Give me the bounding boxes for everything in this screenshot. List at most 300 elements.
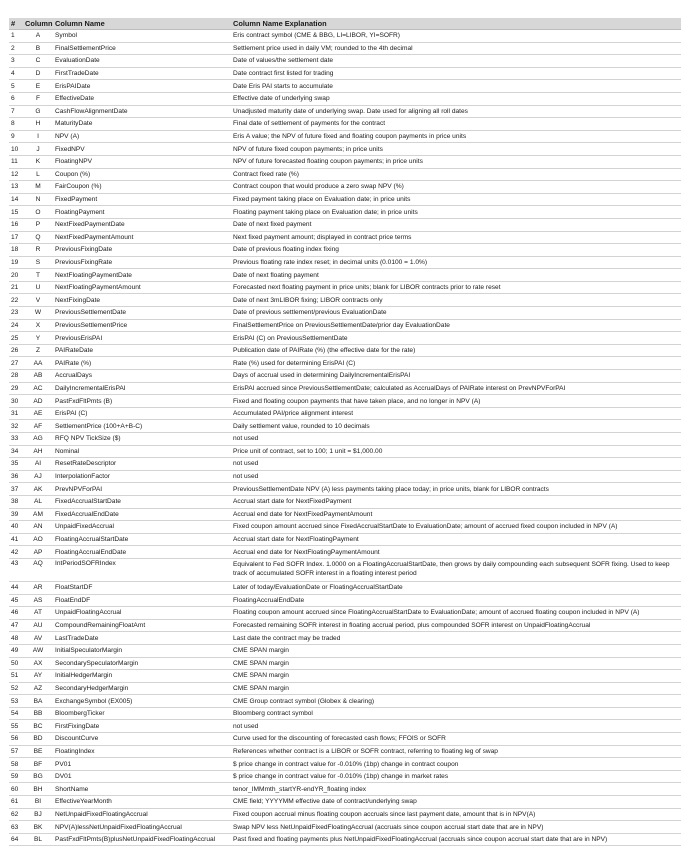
row-column-name: BloombergTicker <box>53 707 231 720</box>
table-row <box>9 546 681 559</box>
header-row <box>9 18 681 30</box>
row-column-letter: AD <box>23 395 53 408</box>
row-number: 38 <box>9 495 23 508</box>
header-column-name: Column Name <box>53 18 231 30</box>
row-column-name: SecondaryHedgerMargin <box>53 682 231 695</box>
row-column-letter: AO <box>23 533 53 546</box>
table-header <box>9 18 681 30</box>
row-column-name: FinalSettlementPrice <box>53 42 231 55</box>
row-explanation: Last date the contract may be traded <box>231 632 681 645</box>
row-number: 42 <box>9 546 23 559</box>
row-explanation: Floating payment taking place on Evaluation date; in price units <box>231 206 681 219</box>
row-explanation: not used <box>231 720 681 733</box>
table-row <box>9 382 681 395</box>
row-column-name: UnpaidFixedAccrual <box>53 521 231 534</box>
row-number: 8 <box>9 118 23 131</box>
row-number: 62 <box>9 808 23 821</box>
row-column-letter: BI <box>23 796 53 809</box>
row-column-name: PreviousSettlementPrice <box>53 319 231 332</box>
table-row <box>9 433 681 446</box>
row-column-letter: S <box>23 256 53 269</box>
row-number: 53 <box>9 695 23 708</box>
row-number: 14 <box>9 193 23 206</box>
row-column-letter: L <box>23 168 53 181</box>
table-row <box>9 670 681 683</box>
table-row <box>9 118 681 131</box>
row-column-letter: BD <box>23 733 53 746</box>
row-number: 28 <box>9 370 23 383</box>
table-row <box>9 294 681 307</box>
table-row <box>9 632 681 645</box>
row-explanation: Fixed and floating coupon payments that have taken place, and no longer in NPV (A) <box>231 395 681 408</box>
row-column-letter: W <box>23 307 53 320</box>
row-column-name: DailyIncrementalErisPAI <box>53 382 231 395</box>
table-row <box>9 733 681 746</box>
row-number: 27 <box>9 357 23 370</box>
row-explanation: Price unit of contract, set to 100; 1 unit = $1,000.00 <box>231 445 681 458</box>
row-column-name: RFQ NPV TickSize ($) <box>53 433 231 446</box>
row-number: 12 <box>9 168 23 181</box>
table-row <box>9 783 681 796</box>
row-column-name: PV01 <box>53 758 231 771</box>
row-column-letter: Q <box>23 231 53 244</box>
row-column-letter: AK <box>23 483 53 496</box>
row-explanation: Date of next floating payment <box>231 269 681 282</box>
row-column-letter: AB <box>23 370 53 383</box>
row-number: 22 <box>9 294 23 307</box>
row-column-letter: AI <box>23 458 53 471</box>
table-row <box>9 833 681 846</box>
row-explanation: Effective date of underlying swap <box>231 92 681 105</box>
row-column-name: InterpolationFactor <box>53 470 231 483</box>
table-row <box>9 594 681 607</box>
row-column-letter: BL <box>23 833 53 846</box>
row-number: 57 <box>9 745 23 758</box>
table-row <box>9 395 681 408</box>
table-row <box>9 55 681 68</box>
row-number: 21 <box>9 281 23 294</box>
row-column-letter: C <box>23 55 53 68</box>
row-number: 32 <box>9 420 23 433</box>
table-row <box>9 420 681 433</box>
row-number: 6 <box>9 92 23 105</box>
row-column-name: MaturityDate <box>53 118 231 131</box>
row-column-name: EffectiveYearMonth <box>53 796 231 809</box>
row-column-name: FixedAccrualEndDate <box>53 508 231 521</box>
row-explanation: Eris contract symbol (CME & BBG, LI=LIBOR, YI=SOFR) <box>231 30 681 43</box>
table-row <box>9 470 681 483</box>
row-explanation: Swap NPV less NetUnpaidFixedFloatingAccrual (accruals since coupon accrual start date that are in NPV) <box>231 821 681 834</box>
row-column-letter: AQ <box>23 558 53 581</box>
row-explanation: Date of next fixed payment <box>231 218 681 231</box>
table-row <box>9 143 681 156</box>
table-row <box>9 458 681 471</box>
row-column-name: InitialHedgerMargin <box>53 670 231 683</box>
row-column-letter: Z <box>23 344 53 357</box>
row-column-letter: P <box>23 218 53 231</box>
row-explanation: NPV of future fixed coupon payments; in price units <box>231 143 681 156</box>
row-column-letter: AU <box>23 619 53 632</box>
row-number: 2 <box>9 42 23 55</box>
row-explanation: Accrual end date for NextFixedPaymentAmount <box>231 508 681 521</box>
row-number: 58 <box>9 758 23 771</box>
table-row <box>9 206 681 219</box>
row-column-name: FloatingNPV <box>53 155 231 168</box>
row-column-name: CashFlowAlignmentDate <box>53 105 231 118</box>
row-number: 13 <box>9 181 23 194</box>
row-explanation: Bloomberg contract symbol <box>231 707 681 720</box>
table-row <box>9 581 681 594</box>
row-explanation: Fixed coupon amount accrued since FixedAccrualStartDate to EvaluationDate; amount of accrued fixed coupon included in NPV (A) <box>231 521 681 534</box>
row-explanation: not used <box>231 458 681 471</box>
row-explanation: Settlement price used in daily VM; rounded to the 4th decimal <box>231 42 681 55</box>
row-column-letter: N <box>23 193 53 206</box>
row-explanation: Previous floating rate index reset; in decimal units (0.0100 = 1.0%) <box>231 256 681 269</box>
row-number: 49 <box>9 644 23 657</box>
table-row <box>9 357 681 370</box>
table-row <box>9 168 681 181</box>
row-column-name: DV01 <box>53 770 231 783</box>
row-column-letter: X <box>23 319 53 332</box>
row-column-name: InitialSpeculatorMargin <box>53 644 231 657</box>
table-row <box>9 344 681 357</box>
table-row <box>9 155 681 168</box>
row-number: 36 <box>9 470 23 483</box>
table-row <box>9 407 681 420</box>
table-row <box>9 42 681 55</box>
row-column-name: FloatingAccrualStartDate <box>53 533 231 546</box>
row-explanation: Date of next 3mLIBOR fixing; LIBOR contracts only <box>231 294 681 307</box>
table-row <box>9 332 681 345</box>
row-column-letter: BK <box>23 821 53 834</box>
row-number: 60 <box>9 783 23 796</box>
row-column-letter: B <box>23 42 53 55</box>
row-explanation: $ price change in contract value for -0.010% (1bp) change in contract coupon <box>231 758 681 771</box>
row-explanation: Forecasted remaining SOFR interest in floating accrual period, plus compounded SOFR interest on UnpaidFloatingAccrual <box>231 619 681 632</box>
row-column-name: PastFxdFltPmts (B) <box>53 395 231 408</box>
table-row <box>9 67 681 80</box>
row-number: 1 <box>9 30 23 43</box>
row-explanation: CME SPAN margin <box>231 670 681 683</box>
row-column-name: LastTradeDate <box>53 632 231 645</box>
row-column-letter: BA <box>23 695 53 708</box>
row-column-name: AccrualDays <box>53 370 231 383</box>
row-column-name: FloatEndDF <box>53 594 231 607</box>
table-row <box>9 796 681 809</box>
row-number: 63 <box>9 821 23 834</box>
row-column-letter: BB <box>23 707 53 720</box>
row-column-name: PrevNPVForPAI <box>53 483 231 496</box>
row-column-name: FairCoupon (%) <box>53 181 231 194</box>
row-explanation: CME Group contract symbol (Globex & clearing) <box>231 695 681 708</box>
row-column-letter: J <box>23 143 53 156</box>
row-number: 17 <box>9 231 23 244</box>
table-row <box>9 231 681 244</box>
row-explanation: Publication date of PAIRate (%) (the effective date for the rate) <box>231 344 681 357</box>
row-explanation: ErisPAI accrued since PreviousSettlementDate; calculated as AccrualDays of PAIRate interest on PrevNPVForPAI <box>231 382 681 395</box>
row-explanation: Accumulated PAI/price alignment interest <box>231 407 681 420</box>
row-column-name: FloatingPayment <box>53 206 231 219</box>
row-column-name: PreviousFixingRate <box>53 256 231 269</box>
row-column-name: NetUnpaidFixedFloatingAccrual <box>53 808 231 821</box>
row-column-name: ResetRateDescriptor <box>53 458 231 471</box>
row-column-letter: A <box>23 30 53 43</box>
row-column-name: NextFloatingPaymentAmount <box>53 281 231 294</box>
row-column-letter: E <box>23 80 53 93</box>
row-number: 3 <box>9 55 23 68</box>
row-explanation: ErisPAI (C) on PreviousSettlementDate <box>231 332 681 345</box>
row-column-name: Nominal <box>53 445 231 458</box>
row-explanation: Accrual start date for NextFloatingPayment <box>231 533 681 546</box>
row-number: 51 <box>9 670 23 683</box>
row-number: 41 <box>9 533 23 546</box>
row-number: 56 <box>9 733 23 746</box>
row-number: 5 <box>9 80 23 93</box>
row-explanation: CME SPAN margin <box>231 644 681 657</box>
row-column-name: ErisPAIDate <box>53 80 231 93</box>
row-number: 59 <box>9 770 23 783</box>
row-column-letter: AY <box>23 670 53 683</box>
table-row <box>9 30 681 43</box>
table-row <box>9 307 681 320</box>
row-column-letter: AS <box>23 594 53 607</box>
row-number: 54 <box>9 707 23 720</box>
row-number: 18 <box>9 244 23 257</box>
row-column-letter: U <box>23 281 53 294</box>
row-column-letter: BH <box>23 783 53 796</box>
row-column-name: Coupon (%) <box>53 168 231 181</box>
row-explanation: Accrual end date for NextFloatingPaymentAmount <box>231 546 681 559</box>
row-column-letter: AH <box>23 445 53 458</box>
row-explanation: Next fixed payment amount; displayed in contract price terms <box>231 231 681 244</box>
table-row <box>9 181 681 194</box>
row-column-letter: H <box>23 118 53 131</box>
row-column-letter: AT <box>23 607 53 620</box>
row-explanation: Curve used for the discounting of forecasted cash flows; FFOIS or SOFR <box>231 733 681 746</box>
row-number: 34 <box>9 445 23 458</box>
table-row <box>9 130 681 143</box>
row-column-name: ErisPAI (C) <box>53 407 231 420</box>
row-column-name: DiscountCurve <box>53 733 231 746</box>
row-column-letter: AP <box>23 546 53 559</box>
row-explanation: Daily settlement value, rounded to 10 decimals <box>231 420 681 433</box>
row-number: 24 <box>9 319 23 332</box>
row-number: 9 <box>9 130 23 143</box>
row-column-letter: AF <box>23 420 53 433</box>
table-row <box>9 657 681 670</box>
row-number: 20 <box>9 269 23 282</box>
row-column-name: FixedPayment <box>53 193 231 206</box>
row-explanation: FloatingAccrualEndDate <box>231 594 681 607</box>
row-column-letter: BF <box>23 758 53 771</box>
row-explanation: CME field; YYYYMM effective date of contract/underlying swap <box>231 796 681 809</box>
row-explanation: Rate (%) used for determining ErisPAI (C) <box>231 357 681 370</box>
row-explanation: Later of today/EvaluationDate or FloatingAccrualStartDate <box>231 581 681 594</box>
table-row <box>9 319 681 332</box>
table-row <box>9 521 681 534</box>
table-row <box>9 644 681 657</box>
row-number: 16 <box>9 218 23 231</box>
row-column-letter: F <box>23 92 53 105</box>
row-explanation: Floating coupon amount accrued since FloatingAccrualStartDate to EvaluationDate; amount of accrued floating coupon included in NPV (A) <box>231 607 681 620</box>
table-row <box>9 218 681 231</box>
table-row <box>9 80 681 93</box>
row-number: 46 <box>9 607 23 620</box>
table-row <box>9 707 681 720</box>
table-row <box>9 193 681 206</box>
row-number: 47 <box>9 619 23 632</box>
row-number: 15 <box>9 206 23 219</box>
table-row <box>9 92 681 105</box>
row-column-letter: AR <box>23 581 53 594</box>
row-explanation: Eris A value; the NPV of future fixed and floating coupon payments in price units <box>231 130 681 143</box>
row-number: 43 <box>9 558 23 581</box>
table-row <box>9 244 681 257</box>
row-column-letter: BG <box>23 770 53 783</box>
row-column-name: NPV (A) <box>53 130 231 143</box>
row-number: 23 <box>9 307 23 320</box>
row-explanation: Days of accrual used in determining DailyIncrementalErisPAI <box>231 370 681 383</box>
row-explanation: CME SPAN margin <box>231 682 681 695</box>
row-column-letter: BJ <box>23 808 53 821</box>
row-number: 4 <box>9 67 23 80</box>
row-explanation: PreviousSettlementDate NPV (A) less payments taking place today; in price units, blank for LIBOR contracts <box>231 483 681 496</box>
row-explanation: Fixed coupon accrual minus floating coupon accruals since last payment date, amount that is in NPV(A) <box>231 808 681 821</box>
row-explanation: Forecasted next floating payment in price units; blank for LIBOR contracts prior to rate reset <box>231 281 681 294</box>
row-column-letter: AZ <box>23 682 53 695</box>
row-number: 35 <box>9 458 23 471</box>
row-column-letter: D <box>23 67 53 80</box>
row-explanation: Unadjusted maturity date of underlying swap. Date used for aligning all roll dates <box>231 105 681 118</box>
row-column-letter: AG <box>23 433 53 446</box>
table-row <box>9 256 681 269</box>
column-definitions-table <box>9 18 681 846</box>
row-column-name: FloatingIndex <box>53 745 231 758</box>
row-number: 50 <box>9 657 23 670</box>
table-row <box>9 370 681 383</box>
table-row <box>9 808 681 821</box>
row-number: 25 <box>9 332 23 345</box>
table-row <box>9 770 681 783</box>
row-column-letter: AL <box>23 495 53 508</box>
row-column-letter: M <box>23 181 53 194</box>
row-column-name: NextFloatingPaymentDate <box>53 269 231 282</box>
row-column-name: PreviousFixingDate <box>53 244 231 257</box>
table-row <box>9 607 681 620</box>
table-row <box>9 558 681 581</box>
row-number: 26 <box>9 344 23 357</box>
table-row <box>9 720 681 733</box>
row-column-name: ExchangeSymbol (EX005) <box>53 695 231 708</box>
row-column-name: UnpaidFloatingAccrual <box>53 607 231 620</box>
row-column-letter: AC <box>23 382 53 395</box>
row-column-letter: I <box>23 130 53 143</box>
row-column-letter: AN <box>23 521 53 534</box>
row-column-letter: AA <box>23 357 53 370</box>
row-explanation: Accrual start date for NextFixedPayment <box>231 495 681 508</box>
header-explanation: Column Name Explanation <box>231 18 681 30</box>
row-column-name: FloatingAccrualEndDate <box>53 546 231 559</box>
row-number: 10 <box>9 143 23 156</box>
row-number: 45 <box>9 594 23 607</box>
row-column-name: CompoundRemainingFloatAmt <box>53 619 231 632</box>
row-explanation: Contract fixed rate (%) <box>231 168 681 181</box>
row-explanation: Final date of settlement of payments for the contract <box>231 118 681 131</box>
row-column-name: PastFxdFltPmts(B)plusNetUnpaidFixedFloatingAccrual <box>53 833 231 846</box>
row-explanation: Contract coupon that would produce a zero swap NPV (%) <box>231 181 681 194</box>
row-column-name: SecondarySpeculatorMargin <box>53 657 231 670</box>
row-explanation: Date of values/the settlement date <box>231 55 681 68</box>
row-column-name: PAIRateDate <box>53 344 231 357</box>
row-column-letter: Y <box>23 332 53 345</box>
row-explanation: tenor_IMMmth_startYR-endYR_floating index <box>231 783 681 796</box>
table-row <box>9 445 681 458</box>
row-column-name: PAIRate (%) <box>53 357 231 370</box>
row-column-name: NPV(A)lessNetUnpaidFixedFloatingAccrual <box>53 821 231 834</box>
row-explanation: Date of previous settlement/previous EvaluationDate <box>231 307 681 320</box>
row-column-name: ShortName <box>53 783 231 796</box>
row-column-letter: R <box>23 244 53 257</box>
row-column-name: PreviousSettlementDate <box>53 307 231 320</box>
row-column-letter: AX <box>23 657 53 670</box>
row-column-letter: BE <box>23 745 53 758</box>
row-explanation: FinalSettlementPrice on PreviousSettlementDate/prior day EvaluationDate <box>231 319 681 332</box>
table-row <box>9 682 681 695</box>
table-row <box>9 105 681 118</box>
table-row <box>9 508 681 521</box>
row-number: 29 <box>9 382 23 395</box>
table-row <box>9 483 681 496</box>
row-number: 55 <box>9 720 23 733</box>
row-column-name: NextFixedPaymentAmount <box>53 231 231 244</box>
table-row <box>9 533 681 546</box>
row-number: 33 <box>9 433 23 446</box>
row-column-letter: T <box>23 269 53 282</box>
row-column-name: NextFixingDate <box>53 294 231 307</box>
row-number: 44 <box>9 581 23 594</box>
table-body <box>9 30 681 846</box>
row-explanation: Date Eris PAI starts to accumulate <box>231 80 681 93</box>
row-column-name: FirstTradeDate <box>53 67 231 80</box>
row-explanation: Past fixed and floating payments plus NetUnpaidFixedFloatingAccrual (accruals since coupon accrual start date that are in NPV) <box>231 833 681 846</box>
row-column-letter: K <box>23 155 53 168</box>
row-explanation: not used <box>231 433 681 446</box>
row-number: 40 <box>9 521 23 534</box>
row-column-name: EvaluationDate <box>53 55 231 68</box>
header-column: Column <box>25 19 53 28</box>
row-column-name: NextFixedPaymentDate <box>53 218 231 231</box>
row-number: 48 <box>9 632 23 645</box>
row-explanation: References whether contract is a LIBOR or SOFR contract, referring to floating leg of swap <box>231 745 681 758</box>
row-number: 11 <box>9 155 23 168</box>
row-explanation: not used <box>231 470 681 483</box>
row-explanation: $ price change in contract value for -0.010% (1bp) change in market rates <box>231 770 681 783</box>
row-column-letter: AJ <box>23 470 53 483</box>
row-explanation: NPV of future forecasted floating coupon payments; in price units <box>231 155 681 168</box>
table-row <box>9 745 681 758</box>
table-row <box>9 758 681 771</box>
row-explanation: Date contract first listed for trading <box>231 67 681 80</box>
table-row <box>9 281 681 294</box>
row-number: 19 <box>9 256 23 269</box>
table-row <box>9 821 681 834</box>
row-explanation: CME SPAN margin <box>231 657 681 670</box>
table-row <box>9 619 681 632</box>
row-column-letter: AV <box>23 632 53 645</box>
row-number: 39 <box>9 508 23 521</box>
row-column-letter: AE <box>23 407 53 420</box>
row-column-name: FloatStartDF <box>53 581 231 594</box>
